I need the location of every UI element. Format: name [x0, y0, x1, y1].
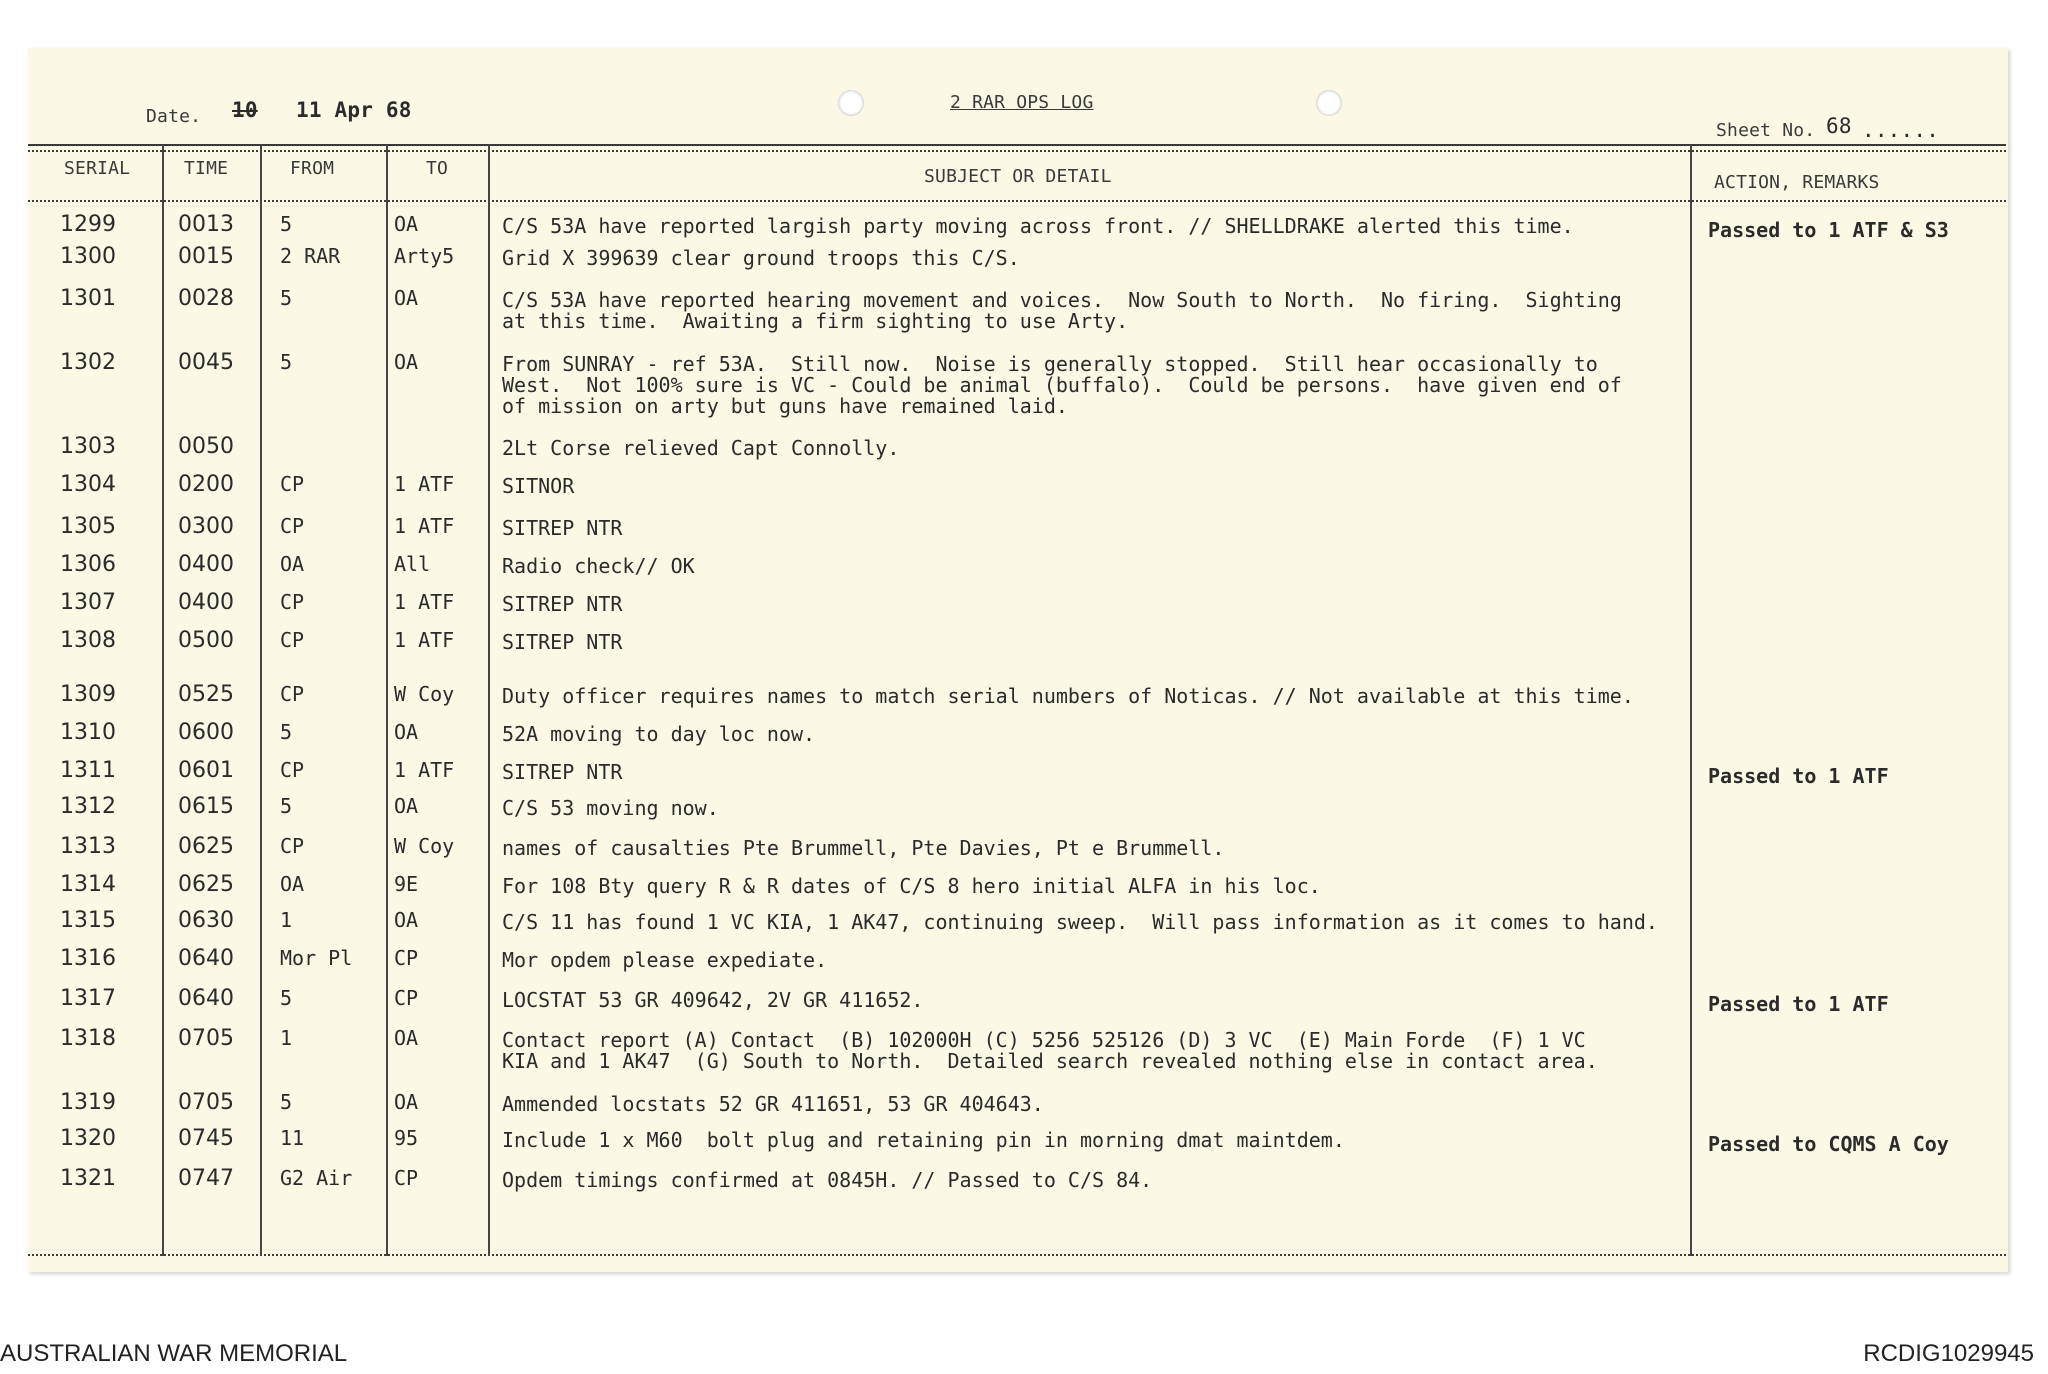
entry-from: CP — [280, 514, 305, 538]
entry-time: 0705 — [178, 1026, 234, 1051]
entry-from: Mor Pl — [280, 946, 353, 970]
footer-id: RCDIG1029945 — [1863, 1340, 2034, 1367]
entry-detail: C/S 53A have reported largish party moving across front. // SHELLDRAKE alerted this time. — [502, 214, 1574, 238]
entry-from: CP — [280, 628, 305, 652]
entry-time: 0705 — [178, 1090, 234, 1115]
entry-to: OA — [394, 286, 419, 310]
entry-time: 0400 — [178, 552, 234, 577]
entry-serial: 1314 — [60, 872, 116, 897]
entry-detail: SITREP NTR — [502, 516, 623, 540]
entry-time: 0747 — [178, 1166, 234, 1191]
entry-detail: names of causalties Pte Brummell, Pte Davies, Pt e Brummell. — [502, 836, 1225, 860]
entry-serial: 1302 — [60, 350, 116, 375]
log-entries — [28, 48, 2008, 1272]
entry-serial: 1300 — [60, 244, 116, 269]
entry-from: CP — [280, 590, 305, 614]
entry-time: 0525 — [178, 682, 234, 707]
entry-to: 9E — [394, 872, 419, 896]
entry-detail: C/S 11 has found 1 VC KIA, 1 AK47, continuing sweep. Will pass information as it comes to hand. — [502, 910, 1658, 934]
entry-serial: 1308 — [60, 628, 116, 653]
entry-detail: Mor opdem please expediate. — [502, 948, 828, 972]
entry-serial: 1313 — [60, 834, 116, 859]
entry-to: 95 — [394, 1126, 419, 1150]
entry-serial: 1309 — [60, 682, 116, 707]
entry-to: 1 ATF — [394, 590, 455, 614]
entry-time: 0400 — [178, 590, 234, 615]
col-header-from: FROM — [290, 158, 335, 179]
entry-to: 1 ATF — [394, 758, 455, 782]
entry-from: 5 — [280, 286, 293, 310]
entry-to: Arty5 — [394, 244, 455, 268]
entry-serial: 1304 — [60, 472, 116, 497]
entry-detail: 2Lt Corse relieved Capt Connolly. — [502, 436, 900, 460]
col-header-remarks: ACTION, REMARKS — [1714, 172, 1880, 193]
entry-from: OA — [280, 552, 305, 576]
entry-detail: Duty officer requires names to match serial numbers of Noticas. // Not available at this time. — [502, 684, 1634, 708]
entry-time: 0015 — [178, 244, 234, 269]
entry-to: 1 ATF — [394, 628, 455, 652]
ops-log-sheet — [28, 48, 2008, 1272]
entry-to: W Coy — [394, 834, 455, 858]
entry-serial: 1299 — [60, 212, 116, 237]
entry-detail: SITREP NTR — [502, 760, 623, 784]
entry-to: OA — [394, 720, 419, 744]
sheet-dots: ...... — [1862, 118, 1940, 142]
entry-time: 0600 — [178, 720, 234, 745]
entry-to: OA — [394, 794, 419, 818]
entry-remarks: Passed to 1 ATF — [1708, 764, 1889, 788]
entry-time: 0630 — [178, 908, 234, 933]
entry-from: 1 — [280, 908, 293, 932]
entry-serial: 1312 — [60, 794, 116, 819]
col-header-time: TIME — [184, 158, 229, 179]
entry-detail: Contact report (A) Contact (B) 102000H (C) 5256 525126 (D) 3 VC (E) Main Forde (F) 1 VC KIA and 1 AK47 (G) South to North. Detailed search revealed nothing else in contact area. — [502, 1028, 1598, 1073]
sheet-number: 68 — [1826, 114, 1852, 138]
log-title: 2 RAR OPS LOG — [950, 92, 1094, 113]
entry-from: G2 Air — [280, 1166, 353, 1190]
entry-serial: 1317 — [60, 986, 116, 1011]
entry-serial: 1320 — [60, 1126, 116, 1151]
entry-from: 5 — [280, 720, 293, 744]
entry-from: 5 — [280, 986, 293, 1010]
col-header-serial: SERIAL — [64, 158, 131, 179]
entry-detail: Radio check// OK — [502, 554, 695, 578]
entry-from: 5 — [280, 212, 293, 236]
entry-from: 5 — [280, 1090, 293, 1114]
date-label: Date. — [146, 106, 202, 127]
entry-time: 0050 — [178, 434, 234, 459]
entry-time: 0625 — [178, 872, 234, 897]
entry-serial: 1303 — [60, 434, 116, 459]
entry-time: 0300 — [178, 514, 234, 539]
entry-from: CP — [280, 682, 305, 706]
entry-detail: SITNOR — [502, 474, 575, 498]
entry-from: 5 — [280, 794, 293, 818]
entry-time: 0745 — [178, 1126, 234, 1151]
entry-to: OA — [394, 212, 419, 236]
entry-to: CP — [394, 946, 419, 970]
entry-time: 0028 — [178, 286, 234, 311]
entry-detail: 52A moving to day loc now. — [502, 722, 816, 746]
entry-to: All — [394, 552, 431, 576]
entry-serial: 1301 — [60, 286, 116, 311]
entry-time: 0601 — [178, 758, 234, 783]
entry-from: 2 RAR — [280, 244, 341, 268]
entry-time: 0045 — [178, 350, 234, 375]
entry-detail: C/S 53A have reported hearing movement and voices. Now South to North. No firing. Sighting at this time. Awaiting a firm sighting to use Arty. — [502, 288, 1622, 333]
col-header-to: TO — [426, 158, 449, 179]
entry-to: OA — [394, 1026, 419, 1050]
entry-serial: 1305 — [60, 514, 116, 539]
entry-time: 0640 — [178, 986, 234, 1011]
entry-serial: 1311 — [60, 758, 116, 783]
entry-serial: 1318 — [60, 1026, 116, 1051]
entry-from: 5 — [280, 350, 293, 374]
entry-time: 0200 — [178, 472, 234, 497]
entry-time: 0013 — [178, 212, 234, 237]
entry-detail: Include 1 x M60 bolt plug and retaining pin in morning dmat maintdem. — [502, 1128, 1345, 1152]
entry-from: 11 — [280, 1126, 305, 1150]
entry-serial: 1316 — [60, 946, 116, 971]
entry-from: 1 — [280, 1026, 293, 1050]
entry-serial: 1306 — [60, 552, 116, 577]
entry-time: 0615 — [178, 794, 234, 819]
entry-detail: LOCSTAT 53 GR 409642, 2V GR 411652. — [502, 988, 924, 1012]
entry-to: CP — [394, 986, 419, 1010]
entry-time: 0640 — [178, 946, 234, 971]
entry-remarks: Passed to CQMS A Coy — [1708, 1132, 1949, 1156]
entry-detail: Ammended locstats 52 GR 411651, 53 GR 404643. — [502, 1092, 1044, 1116]
entry-from: CP — [280, 834, 305, 858]
entry-to: OA — [394, 908, 419, 932]
entry-detail: Opdem timings confirmed at 0845H. // Passed to C/S 84. — [502, 1168, 1153, 1192]
col-header-subject: SUBJECT OR DETAIL — [924, 166, 1112, 187]
entry-from: CP — [280, 758, 305, 782]
entry-to: CP — [394, 1166, 419, 1190]
entry-detail: For 108 Bty query R & R dates of C/S 8 hero initial ALFA in his loc. — [502, 874, 1321, 898]
date-value: 11 Apr 68 — [296, 98, 412, 122]
entry-detail: SITREP NTR — [502, 630, 623, 654]
entry-serial: 1315 — [60, 908, 116, 933]
entry-serial: 1307 — [60, 590, 116, 615]
entry-serial: 1319 — [60, 1090, 116, 1115]
entry-time: 0625 — [178, 834, 234, 859]
entry-serial: 1321 — [60, 1166, 116, 1191]
sheet-label: Sheet No. — [1716, 120, 1816, 141]
entry-detail: From SUNRAY - ref 53A. Still now. Noise is generally stopped. Still hear occasionally to West. Not 100% sure is VC - Could be animal (buffalo). Could be persons. have given end of of mission on arty but guns have remained laid. — [502, 352, 1622, 418]
date-struck: 10 — [232, 98, 258, 122]
footer-source: AUSTRALIAN WAR MEMORIAL — [0, 1340, 348, 1367]
entry-to: OA — [394, 350, 419, 374]
entry-to: 1 ATF — [394, 514, 455, 538]
entry-to: OA — [394, 1090, 419, 1114]
entry-time: 0500 — [178, 628, 234, 653]
entry-detail: Grid X 399639 clear ground troops this C/S. — [502, 246, 1020, 270]
entry-to: W Coy — [394, 682, 455, 706]
entry-serial: 1310 — [60, 720, 116, 745]
entry-detail: C/S 53 moving now. — [502, 796, 719, 820]
entry-detail: SITREP NTR — [502, 592, 623, 616]
entry-from: CP — [280, 472, 305, 496]
entry-remarks: Passed to 1 ATF & S3 — [1708, 218, 1949, 242]
entry-to: 1 ATF — [394, 472, 455, 496]
entry-remarks: Passed to 1 ATF — [1708, 992, 1889, 1016]
entry-from: OA — [280, 872, 305, 896]
